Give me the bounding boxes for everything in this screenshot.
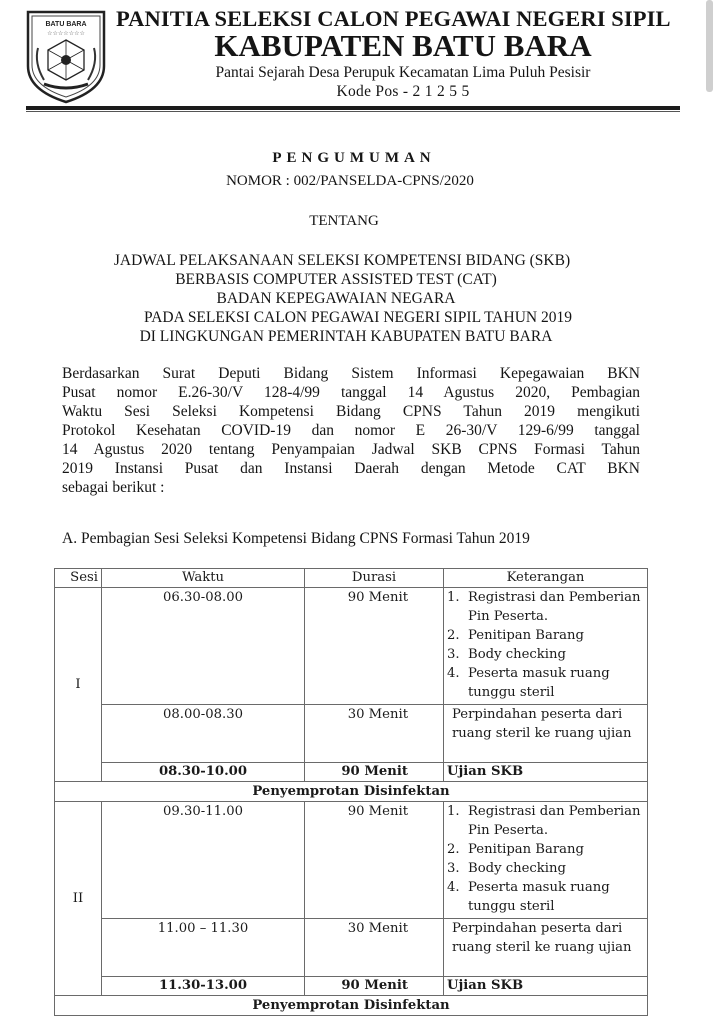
keterangan-cell: Perpindahan peserta dari ruang steril ke ruang ujian (444, 919, 648, 977)
keterangan-cell (444, 802, 648, 919)
waktu-cell: 08.30-10.00 (102, 763, 305, 782)
announcement-title-line: BADAN KEPEGAWAIAN NEGARA (216, 290, 456, 307)
session-number: I (55, 588, 102, 782)
announcement-number: NOMOR : 002/PANSELDA-CPNS/2020 (226, 173, 474, 189)
announcement-title-line: BERBASIS COMPUTER ASSISTED TEST (CAT) (175, 271, 497, 288)
disinfection-row (55, 782, 648, 802)
waktu-cell: 09.30-11.00 (102, 802, 305, 919)
letterhead-committee: PANITIA SELEKSI CALON PEGAWAI NEGERI SIPIL (116, 6, 671, 31)
keterangan-cell: Perpindahan peserta dari ruang steril ke ruang ujian (444, 705, 648, 763)
letterhead-divider (26, 106, 680, 110)
table-row (55, 763, 648, 782)
waktu-cell: 06.30-08.00 (102, 588, 305, 705)
letterhead-address: Pantai Sejarah Desa Perupuk Kecamatan Lima Puluh Pesisir (215, 64, 591, 81)
table-row (55, 588, 648, 705)
list-item: 2. Penitipan Barang (447, 628, 584, 643)
body-line: Pusat nomor E.26-30/V 128-4/99 tanggal 14 Agustus 2020, Pembagian (62, 384, 640, 401)
keterangan-cell: Ujian SKB (444, 763, 648, 782)
list-item: 1. Registrasi dan Pemberian Pin Peserta. (447, 590, 641, 624)
svg-text:☆☆☆☆☆☆☆: ☆☆☆☆☆☆☆ (47, 30, 85, 37)
body-line: Berdasarkan Surat Deputi Bidang Sistem Informasi Kepegawaian BKN (62, 365, 640, 382)
body-line: Waktu Sesi Seleksi Kompetensi Bidang CPNS Tahun 2019 mengikuti (62, 403, 640, 420)
durasi-cell: 90 Menit (305, 588, 444, 705)
keterangan-cell (444, 588, 648, 705)
disinfection-row (55, 996, 648, 1016)
durasi-cell: 90 Menit (305, 977, 444, 996)
table-header-row (55, 569, 648, 588)
announcement-body (62, 364, 640, 497)
table-row (55, 705, 648, 763)
list-item: 4. Peserta masuk ruang tunggu steril (447, 666, 610, 700)
list-item: 4. Peserta masuk ruang tunggu steril (447, 880, 610, 914)
announcement-heading: PENGUMUMAN (272, 150, 436, 166)
keterangan-cell: Ujian SKB (444, 977, 648, 996)
waktu-cell: 08.00-08.30 (102, 705, 305, 763)
body-line: 2019 Instansi Pusat dan Instansi Daerah dengan Metode CAT BKN (62, 460, 640, 477)
header-durasi: Durasi (305, 569, 444, 588)
announcement-title-line: PADA SELEKSI CALON PEGAWAI NEGERI SIPIL TAHUN 2019 (144, 309, 572, 326)
durasi-cell: 90 Menit (305, 802, 444, 919)
scrollbar[interactable] (706, 0, 713, 92)
list-item: 2. Penitipan Barang (447, 842, 584, 857)
list-item: 3. Body checking (447, 861, 566, 876)
waktu-cell: 11.00 – 11.30 (102, 919, 305, 977)
keterangan-list (447, 588, 647, 702)
logo-text: BATU BARA (45, 21, 87, 28)
disinfection-label: Penyemprotan Disinfektan (55, 996, 648, 1016)
header-waktu: Waktu (102, 569, 305, 588)
letterhead-postal-code: Kode Pos - 2 1 2 5 5 (336, 83, 470, 100)
waktu-cell: 11.30-13.00 (102, 977, 305, 996)
table-row (55, 802, 648, 919)
keterangan-list (447, 802, 647, 916)
durasi-cell: 90 Menit (305, 763, 444, 782)
session-number: II (55, 802, 102, 996)
announcement-title-line: DI LINGKUNGAN PEMERINTAH KABUPATEN BATU BARA (139, 328, 553, 345)
announcement-about: TENTANG (309, 213, 379, 229)
header-keterangan: Keterangan (444, 569, 648, 588)
regency-emblem-icon (24, 8, 108, 104)
body-line: 14 Agustus 2020 tentang Penyampaian Jadwal SKB CPNS Formasi Tahun (62, 441, 640, 458)
letterhead-divider-thin (26, 111, 680, 112)
letterhead-regency: KABUPATEN BATU BARA (214, 28, 592, 63)
table-row (55, 977, 648, 996)
list-item: 1. Registrasi dan Pemberian Pin Peserta. (447, 804, 641, 838)
announcement-title-line: JADWAL PELAKSANAAN SELEKSI KOMPETENSI BIDANG (SKB) (113, 252, 571, 269)
session-schedule-table (54, 568, 648, 1016)
list-item: 3. Body checking (447, 647, 566, 662)
durasi-cell: 30 Menit (305, 705, 444, 763)
body-line: sebagai berikut : (62, 479, 165, 496)
table-row (55, 919, 648, 977)
body-line: Protokol Kesehatan COVID-19 dan nomor E 26-30/V 129-6/99 tanggal (62, 422, 640, 439)
disinfection-label: Penyemprotan Disinfektan (55, 782, 648, 802)
durasi-cell: 30 Menit (305, 919, 444, 977)
header-sesi: Sesi (55, 569, 102, 588)
section-a-heading: A. Pembagian Sesi Seleksi Kompetensi Bidang CPNS Formasi Tahun 2019 (62, 530, 530, 547)
